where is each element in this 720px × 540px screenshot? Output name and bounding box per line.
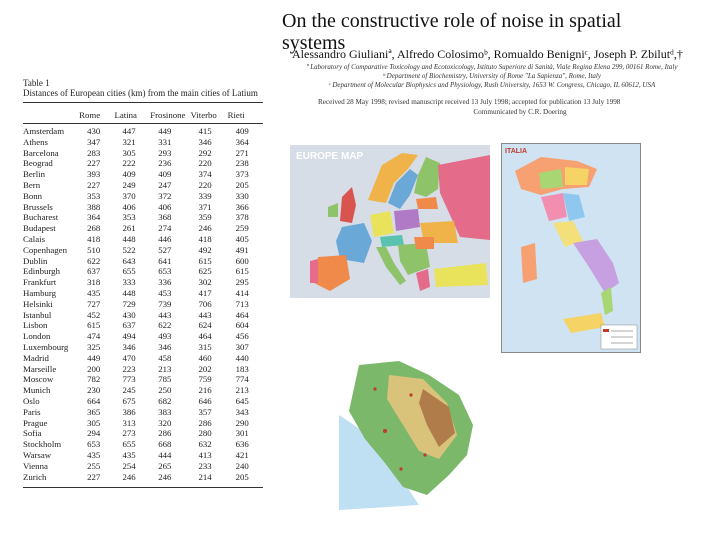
distance-cell: 255 — [87, 460, 101, 471]
lazio-city-rieti — [409, 393, 412, 396]
distance-cell: 470 — [122, 352, 136, 363]
city-name-cell: Edinburgh — [23, 266, 60, 277]
distance-cell: 283 — [87, 147, 101, 158]
distance-cell: 346 — [198, 136, 212, 147]
distance-cell: 205 — [235, 179, 249, 190]
map-region-portugal — [310, 259, 318, 283]
map-region-germany — [370, 211, 394, 237]
column-header: Rome — [79, 110, 101, 120]
distance-cell: 706 — [198, 298, 212, 309]
distance-cell: 449 — [158, 126, 172, 136]
distance-cell: 435 — [122, 449, 136, 460]
title-line-1: On the constructive role of noise in spatial — [282, 10, 622, 32]
table-caption — [23, 78, 263, 98]
distance-cell: 372 — [158, 190, 172, 201]
distance-cell: 330 — [235, 190, 249, 201]
distance-cell: 713 — [235, 298, 249, 309]
city-name-cell: Calais — [23, 233, 45, 244]
city-name-cell: Paris — [23, 406, 41, 417]
column-header — [23, 108, 79, 122]
table-row — [23, 396, 263, 407]
distance-cell: 353 — [122, 212, 136, 223]
table-row — [23, 450, 263, 461]
distance-cell: 290 — [235, 417, 249, 428]
table-row — [23, 310, 263, 321]
distance-cell: 246 — [158, 471, 172, 482]
distance-cell: 213 — [158, 363, 172, 374]
italy-map-image — [501, 143, 641, 353]
distance-cell: 366 — [235, 201, 249, 212]
authors: Alessandro Giulianiª, Alfredo Colosimoᵇ, Romualdo Benigniᶜ, Joseph P. Zbilutᵈ,† — [292, 47, 683, 61]
table-row — [23, 418, 263, 429]
table-row — [23, 472, 263, 483]
distance-cell: 305 — [87, 417, 101, 428]
table-row — [23, 169, 263, 180]
distance-cell: 435 — [87, 287, 101, 298]
city-name-cell: Madrid — [23, 352, 49, 363]
title-line-2: systems — [282, 32, 346, 54]
distance-cell: 205 — [235, 471, 249, 482]
distance-cell: 336 — [158, 277, 172, 288]
distance-cell: 447 — [122, 126, 136, 136]
table-row — [23, 122, 263, 137]
distance-cell: 494 — [122, 331, 136, 342]
distance-cell: 247 — [158, 179, 172, 190]
table-row — [23, 320, 263, 331]
city-name-cell: Dublin — [23, 255, 48, 266]
distance-cell: 295 — [235, 277, 249, 288]
distance-cell: 213 — [235, 385, 249, 396]
distance-cell: 333 — [122, 277, 136, 288]
distance-cell: 646 — [198, 395, 212, 406]
distance-cell: 444 — [158, 449, 172, 460]
distance-cell: 353 — [87, 190, 101, 201]
distance-cell: 302 — [198, 277, 212, 288]
affiliations — [272, 63, 712, 90]
distance-cell: 637 — [122, 320, 136, 331]
table-row — [23, 148, 263, 159]
distance-cell: 440 — [235, 352, 249, 363]
distance-cell: 653 — [158, 266, 172, 277]
europe-map-image — [290, 145, 490, 298]
distance-cell: 458 — [158, 352, 172, 363]
distance-cell: 430 — [122, 309, 136, 320]
distance-cell: 759 — [198, 374, 212, 385]
city-name-cell: London — [23, 331, 51, 342]
distance-cell: 245 — [122, 385, 136, 396]
city-name-cell: Bern — [23, 179, 41, 190]
distance-cell: 268 — [87, 223, 101, 234]
distance-cell: 347 — [87, 136, 101, 147]
table-row — [23, 439, 263, 450]
city-name-cell: Beograd — [23, 158, 53, 169]
distance-cell: 265 — [158, 460, 172, 471]
italy-region-sardinia — [521, 243, 537, 283]
distance-cell: 637 — [87, 266, 101, 277]
city-name-cell: Sofia — [23, 428, 42, 439]
distance-cell: 464 — [235, 309, 249, 320]
table-body — [23, 122, 263, 482]
city-name-cell: Lisbon — [23, 320, 48, 331]
city-name-cell: Vienna — [23, 460, 48, 471]
received-dates: Received 28 May 1998; revised manuscript received 13 July 1998; accepted for publication 13 July 1998 — [318, 98, 621, 106]
city-name-cell: Berlin — [23, 169, 45, 180]
table-row — [23, 256, 263, 267]
city-name-cell: Warsaw — [23, 449, 52, 460]
distance-cell: 653 — [87, 439, 101, 450]
distance-cell: 615 — [235, 266, 249, 277]
distance-cell: 643 — [122, 255, 136, 266]
distance-cell: 246 — [198, 223, 212, 234]
distance-cell: 318 — [87, 277, 101, 288]
distance-cell: 493 — [158, 331, 172, 342]
distance-cell: 456 — [235, 331, 249, 342]
column-header: Viterbo — [190, 110, 217, 120]
table-row — [23, 245, 263, 256]
lazio-city-frosinone — [423, 453, 426, 456]
affiliation-a: ª Laboratory of Comparative Toxicology and Ecotoxicology, Istituto Superiore di Sanità, Viale Regina Elena 299, 00161 Rome, Italy — [306, 63, 678, 71]
distance-cell: 622 — [158, 320, 172, 331]
distance-cell: 522 — [122, 244, 136, 255]
distance-cell: 274 — [158, 223, 172, 234]
city-name-cell: Amsterdam — [23, 126, 65, 136]
city-name-cell: Frankfurt — [23, 277, 57, 288]
distance-cell: 414 — [235, 287, 249, 298]
distance-cell: 682 — [158, 395, 172, 406]
city-name-cell: Budapest — [23, 223, 56, 234]
distance-cell: 449 — [87, 352, 101, 363]
distance-cell: 415 — [198, 126, 212, 136]
distance-cell: 271 — [235, 147, 249, 158]
distance-cell: 294 — [87, 428, 101, 439]
table-row — [23, 374, 263, 385]
distance-cell: 280 — [198, 428, 212, 439]
lazio-city-latina — [399, 467, 402, 470]
column-header: Rieti — [227, 110, 245, 120]
distance-cell: 625 — [198, 266, 212, 277]
distance-cell: 388 — [87, 201, 101, 212]
distance-cell: 214 — [198, 471, 212, 482]
affiliation-b: ᵇ Department of Biochemistry, University of Rome "La Sapienza", Rome, Italy — [383, 72, 601, 80]
lazio-city-viterbo — [373, 387, 376, 390]
map-region-baltics — [416, 197, 438, 209]
table-row — [23, 353, 263, 364]
distance-cell: 223 — [122, 363, 136, 374]
distance-cell: 346 — [122, 341, 136, 352]
lazio-map-image — [339, 355, 479, 510]
distance-cell: 417 — [198, 287, 212, 298]
distance-cell: 315 — [198, 341, 212, 352]
distance-cell: 435 — [87, 449, 101, 460]
city-name-cell: Barcelona — [23, 147, 59, 158]
distance-cell: 448 — [122, 233, 136, 244]
distance-cell: 727 — [87, 298, 101, 309]
italy-map-title: ITALIA — [505, 148, 528, 155]
table-row — [23, 299, 263, 310]
city-name-cell: Bonn — [23, 190, 43, 201]
column-header: Frosinone — [150, 110, 186, 120]
table-row — [23, 180, 263, 191]
distance-cell: 254 — [122, 460, 136, 471]
city-name-cell: Helsinki — [23, 298, 53, 309]
distance-cell: 293 — [158, 147, 172, 158]
distance-cell: 313 — [122, 417, 136, 428]
city-name-cell: Istanbul — [23, 309, 52, 320]
distance-cell: 443 — [198, 309, 212, 320]
distance-cell: 452 — [87, 309, 101, 320]
distance-cell: 622 — [87, 255, 101, 266]
distance-cell: 474 — [87, 331, 101, 342]
distance-cell: 405 — [235, 233, 249, 244]
distance-cell: 668 — [158, 439, 172, 450]
distance-cell: 527 — [158, 244, 172, 255]
distance-cell: 321 — [122, 136, 136, 147]
distance-cell: 413 — [198, 449, 212, 460]
distance-cell: 261 — [122, 223, 136, 234]
city-name-cell: Marseille — [23, 363, 57, 374]
table-rule-bottom — [23, 487, 263, 488]
distance-cell: 645 — [235, 395, 249, 406]
distance-cell: 453 — [158, 287, 172, 298]
distance-cell: 227 — [87, 471, 101, 482]
distance-cell: 636 — [235, 439, 249, 450]
distance-cell: 430 — [87, 126, 101, 136]
italy-region-veneto — [565, 167, 589, 185]
table-row — [23, 234, 263, 245]
distance-cell: 418 — [198, 233, 212, 244]
distance-cell: 604 — [235, 320, 249, 331]
city-name-cell: Athens — [23, 136, 48, 147]
distance-cell: 246 — [122, 471, 136, 482]
distance-cell: 393 — [87, 169, 101, 180]
distance-cell: 238 — [235, 158, 249, 169]
distance-cell: 409 — [158, 169, 172, 180]
table-row — [23, 331, 263, 342]
distance-cell: 460 — [198, 352, 212, 363]
table-header-row — [23, 108, 263, 122]
table-row — [23, 137, 263, 148]
distance-cell: 386 — [122, 406, 136, 417]
city-name-cell: Oslo — [23, 395, 40, 406]
distance-cell: 785 — [158, 374, 172, 385]
table-row — [23, 407, 263, 418]
distance-cell: 320 — [158, 417, 172, 428]
map-region-romania — [414, 237, 434, 249]
distance-cell: 406 — [122, 201, 136, 212]
table-row — [23, 342, 263, 353]
distance-cell: 236 — [158, 158, 172, 169]
distance-cell: 202 — [198, 363, 212, 374]
distance-cell: 624 — [198, 320, 212, 331]
distance-cell: 641 — [158, 255, 172, 266]
distance-cell: 632 — [198, 439, 212, 450]
distance-cell: 406 — [158, 201, 172, 212]
table-row — [23, 277, 263, 288]
distance-cell: 220 — [198, 158, 212, 169]
city-name-cell: Zurich — [23, 471, 47, 482]
table-row — [23, 428, 263, 439]
distance-cell: 220 — [198, 179, 212, 190]
city-name-cell: Luxembourg — [23, 341, 69, 352]
distance-cell: 357 — [198, 406, 212, 417]
distance-cell: 222 — [122, 158, 136, 169]
distance-cell: 305 — [122, 147, 136, 158]
distance-cell: 216 — [198, 385, 212, 396]
distance-cell: 200 — [87, 363, 101, 374]
distance-cell: 448 — [122, 287, 136, 298]
distance-cell: 418 — [87, 233, 101, 244]
distance-table — [23, 108, 263, 482]
table-row — [23, 385, 263, 396]
distance-cell: 655 — [122, 266, 136, 277]
affiliation-c: ᶜ Department of Molecular Biophysics and Physiology, Rush University, 1653 W. Congress, Chicago, IL 60612, USA — [328, 81, 656, 89]
column-header: Latina — [114, 110, 137, 120]
table-row — [23, 223, 263, 234]
distance-cell: 368 — [158, 212, 172, 223]
europe-map-title: EUROPE MAP — [296, 151, 364, 162]
lazio-city-rome — [383, 429, 387, 433]
distance-cell: 233 — [198, 460, 212, 471]
distance-cell: 600 — [235, 255, 249, 266]
distance-cell: 286 — [158, 428, 172, 439]
distance-cell: 227 — [87, 158, 101, 169]
distance-cell: 664 — [87, 395, 101, 406]
distance-cell: 383 — [158, 406, 172, 417]
table-rule-top — [23, 102, 263, 103]
distance-cell: 371 — [198, 201, 212, 212]
distance-cell: 446 — [158, 233, 172, 244]
communicated-by: Communicated by C.R. Doering — [473, 108, 567, 116]
city-name-cell: Stockholm — [23, 439, 62, 450]
distance-cell: 325 — [87, 341, 101, 352]
distance-cell: 259 — [235, 223, 249, 234]
distance-cell: 492 — [198, 244, 212, 255]
city-name-cell: Brussels — [23, 201, 53, 212]
distance-cell: 249 — [122, 179, 136, 190]
distance-cell: 292 — [198, 147, 212, 158]
city-name-cell: Munich — [23, 385, 51, 396]
distance-cell: 370 — [122, 190, 136, 201]
distance-cell: 301 — [235, 428, 249, 439]
distance-cell: 378 — [235, 212, 249, 223]
table-row — [23, 266, 263, 277]
city-name-cell: Bucharest — [23, 212, 59, 223]
distance-cell: 464 — [198, 331, 212, 342]
distance-cell: 443 — [158, 309, 172, 320]
distance-cell: 331 — [158, 136, 172, 147]
distance-cell: 729 — [122, 298, 136, 309]
table-row — [23, 288, 263, 299]
distance-cell: 286 — [198, 417, 212, 428]
table-row — [23, 191, 263, 202]
distance-cell: 782 — [87, 374, 101, 385]
distance-cell: 346 — [158, 341, 172, 352]
distance-cell: 655 — [122, 439, 136, 450]
distance-cell: 339 — [198, 190, 212, 201]
table-row — [23, 364, 263, 375]
table-row — [23, 202, 263, 213]
distance-cell: 491 — [235, 244, 249, 255]
distance-cell: 421 — [235, 449, 249, 460]
distance-cell: 615 — [87, 320, 101, 331]
distance-cell: 675 — [122, 395, 136, 406]
city-name-cell: Moscow — [23, 374, 54, 385]
distance-cell: 227 — [87, 179, 101, 190]
distance-cell: 230 — [87, 385, 101, 396]
distance-cell: 773 — [122, 374, 136, 385]
table-row — [23, 212, 263, 223]
city-name-cell: Prague — [23, 417, 48, 428]
distance-cell: 183 — [235, 363, 249, 374]
distance-cell: 307 — [235, 341, 249, 352]
distance-cell: 364 — [235, 136, 249, 147]
distance-cell: 409 — [235, 126, 249, 136]
distance-cell: 343 — [235, 406, 249, 417]
distance-cell: 240 — [235, 460, 249, 471]
table-row — [23, 158, 263, 169]
city-name-cell: Hamburg — [23, 287, 57, 298]
distance-cell: 364 — [87, 212, 101, 223]
table-description: Distances of European cities (km) from the main cities of Latium — [23, 88, 258, 98]
distance-cell: 359 — [198, 212, 212, 223]
distance-cell: 374 — [198, 169, 212, 180]
distance-cell: 615 — [198, 255, 212, 266]
distance-cell: 365 — [87, 406, 101, 417]
italy-legend-color — [603, 329, 609, 332]
distance-cell: 774 — [235, 374, 249, 385]
distance-cell: 250 — [158, 385, 172, 396]
distance-cell: 510 — [87, 244, 101, 255]
table-number: Table 1 — [23, 78, 50, 88]
distance-cell: 373 — [235, 169, 249, 180]
distance-cell: 409 — [122, 169, 136, 180]
distance-cell: 273 — [122, 428, 136, 439]
table-row — [23, 461, 263, 472]
city-name-cell: Copenhagen — [23, 244, 67, 255]
distance-cell: 739 — [158, 298, 172, 309]
